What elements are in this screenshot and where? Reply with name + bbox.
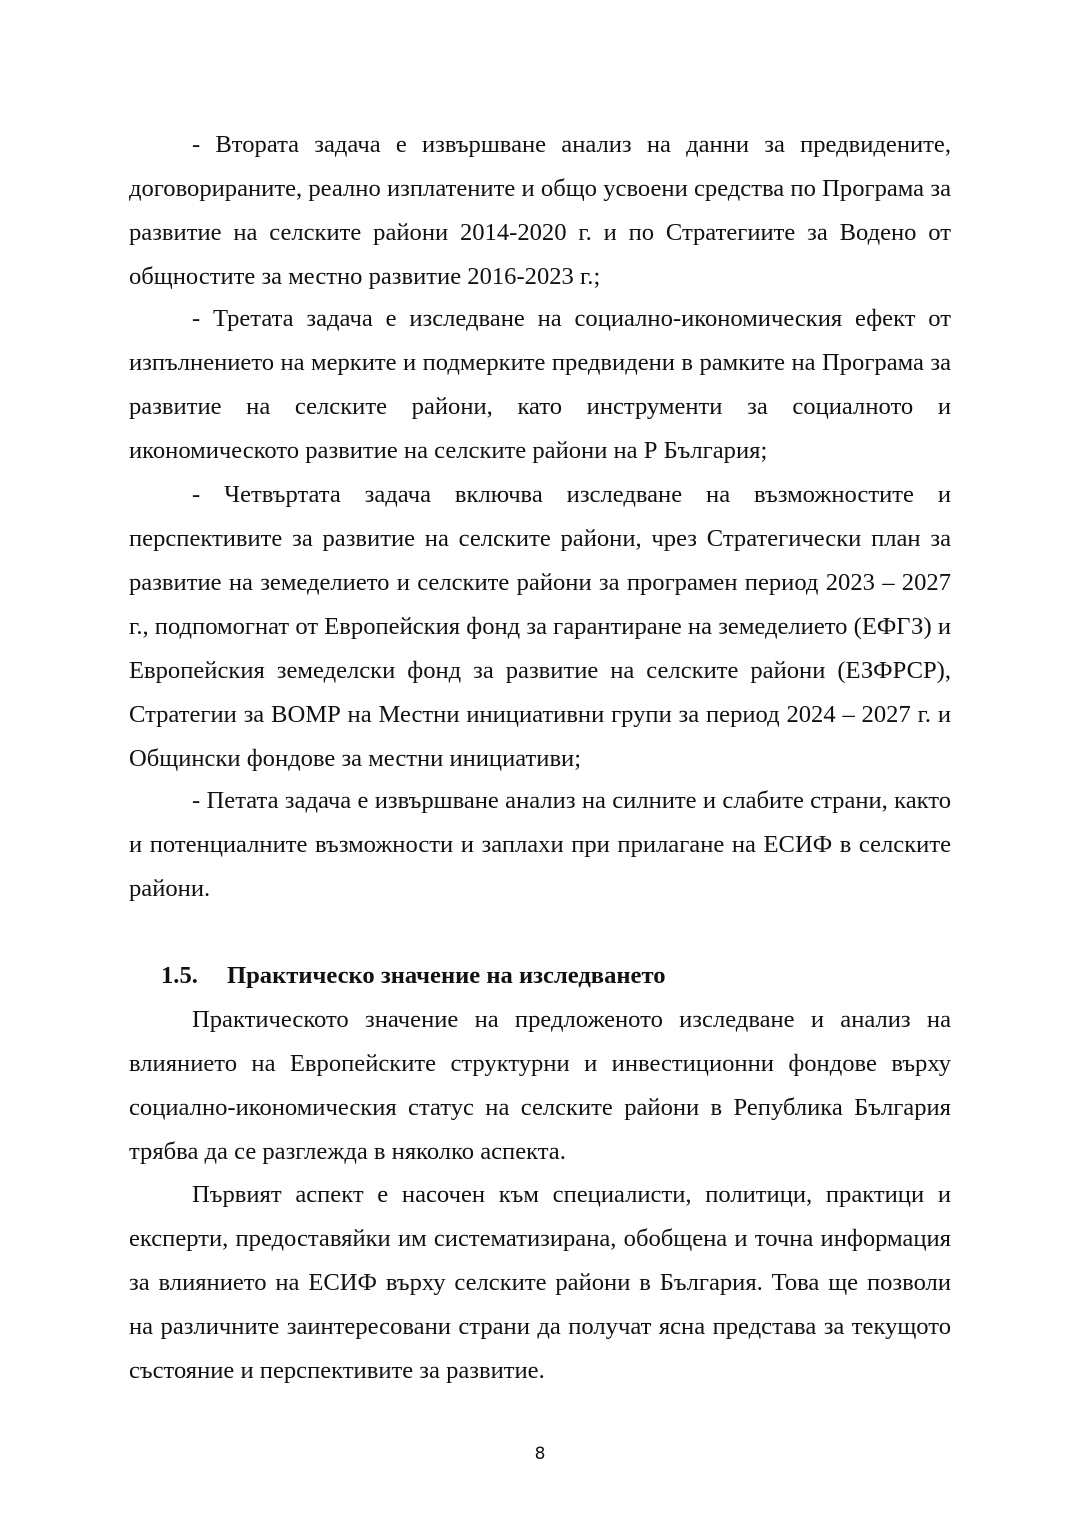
paragraph-first-aspect: Първият аспект е насочен към специалисти, политици, практици и експерти, предоставяйки им систематизирана, обобщена и точна информация за влиянието на ЕСИФ върху селските райони в България. Това ще позволи на различните заинтересовани страни да получат ясна представа за текущото състояние и перспективите за развитие.: [129, 1181, 951, 1384]
section-heading: [161, 954, 951, 998]
paragraph-task-2: - Втората задача е извършване анализ на данни за предвидените, договорираните, реално изплатените и общо усвоени средства по Програма за развитие на селските райони 2014-2020 г. и по Стратегиите за Водено от общностите за местно развитие 2016-2023 г.;: [129, 131, 951, 290]
paragraph-task-3: - Третата задача е изследване на социално-икономическия ефект от изпълнението на мерките и подмерките предвидени в рамките на Програма за развитие на селските райони, като инструменти за социалното и икономическото развитие на селските райони на Р България;: [129, 305, 951, 464]
paragraph-task-5: - Петата задача е извършване анализ на силните и слабите страни, както и потенциалните възможности и заплахи при прилагане на ЕСИФ в селските райони.: [129, 787, 951, 902]
paragraph-task-4: - Четвъртата задача включва изследване на възможностите и перспективите за развитие на селските райони, чрез Стратегически план за развитие на земеделието и селските райони за програмен период 2023 – 2027 г., подпомогнат от Европейския фонд за гарантиране на земеделието (ЕФГЗ) и Европейския земеделски фонд за развитие на селските райони (ЕЗФРСР), Стратегии за ВОМР на Местни инициативни групи за период 2024 – 2027 г. и Общински фондове за местни инициативи;: [129, 481, 951, 772]
section-title: Практическо значение на изследването: [227, 962, 666, 989]
section-number: 1.5.: [161, 962, 198, 989]
page-number: 8: [534, 1444, 546, 1464]
paragraph-practical-significance: Практическото значение на предложеното изследване и анализ на влиянието на Европейските структурни и инвестиционни фондове върху социално-икономическия статус на селските райони в Република България трябва да се разглежда в няколко аспекта.: [129, 1006, 951, 1165]
